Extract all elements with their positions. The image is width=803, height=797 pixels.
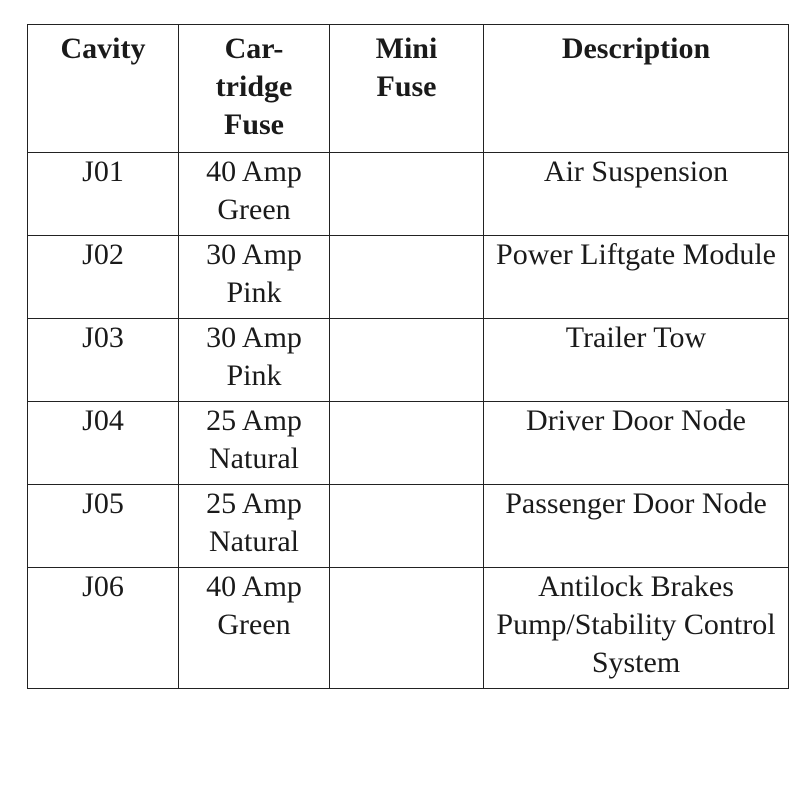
cell-cartridge-fuse: 30 Amp Pink (179, 236, 330, 319)
cell-description: Passenger Door Node (484, 485, 789, 568)
table-row (28, 319, 789, 402)
cell-mini-fuse (330, 153, 484, 236)
cell-cartridge-fuse: 40 Amp Green (179, 568, 330, 689)
cell-description: Trailer Tow (484, 319, 789, 402)
cell-cartridge-fuse: 40 Amp Green (179, 153, 330, 236)
table-header (28, 25, 789, 153)
table-row (28, 402, 789, 485)
cell-description: Power Liftgate Module (484, 236, 789, 319)
cell-mini-fuse (330, 319, 484, 402)
cell-mini-fuse (330, 236, 484, 319)
header-row (28, 25, 789, 153)
header-cartridge-fuse: Car- tridge Fuse (179, 25, 330, 153)
table-row (28, 568, 789, 689)
header-mini-fuse: Mini Fuse (330, 25, 484, 153)
cell-cavity: J05 (28, 485, 179, 568)
table-row (28, 153, 789, 236)
table-row (28, 236, 789, 319)
cell-mini-fuse (330, 568, 484, 689)
cell-mini-fuse (330, 402, 484, 485)
cell-cavity: J06 (28, 568, 179, 689)
cell-description: Driver Door Node (484, 402, 789, 485)
cell-cavity: J01 (28, 153, 179, 236)
cell-cavity: J02 (28, 236, 179, 319)
cell-cavity: J04 (28, 402, 179, 485)
cell-cartridge-fuse: 25 Amp Natural (179, 402, 330, 485)
cell-cartridge-fuse: 30 Amp Pink (179, 319, 330, 402)
cell-cartridge-fuse: 25 Amp Natural (179, 485, 330, 568)
cell-mini-fuse (330, 485, 484, 568)
header-description: Description (484, 25, 789, 153)
header-cavity: Cavity (28, 25, 179, 153)
cell-description: Antilock Brakes Pump/Stability Control System (484, 568, 789, 689)
table-body (28, 153, 789, 689)
cell-description: Air Suspension (484, 153, 789, 236)
cell-cavity: J03 (28, 319, 179, 402)
fuse-table (27, 24, 789, 689)
table-row (28, 485, 789, 568)
